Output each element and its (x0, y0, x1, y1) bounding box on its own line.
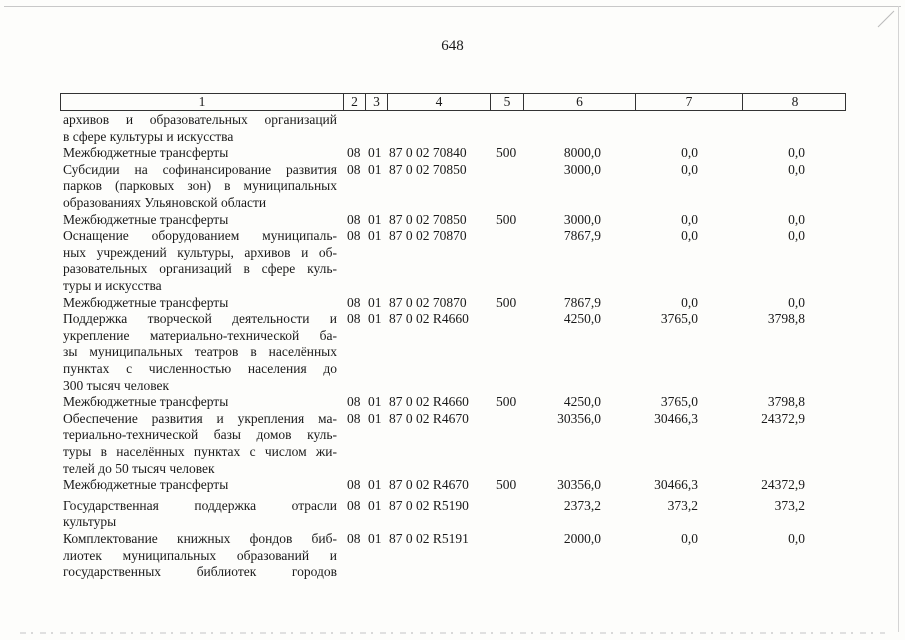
amount-year1-cell: 8000,0 (563, 145, 601, 161)
section-cell: 08 (347, 211, 361, 227)
description-line: архивов и образовательных организаций (63, 112, 337, 127)
header-col-7: 7 (635, 94, 742, 110)
amount-year2-cell: 0,0 (681, 228, 698, 244)
target-article-cell: 87 0 02 R4660 (389, 311, 469, 327)
amount-year2-cell: 0,0 (681, 145, 698, 161)
description-line: государственных библиотек городов (63, 564, 337, 580)
description-line: туры и искусства (63, 277, 162, 293)
row-description (63, 394, 337, 411)
description-line: териально-технической базы домов куль- (63, 427, 337, 443)
target-article-cell: 87 0 02 70840 (389, 145, 467, 161)
amount-year3-cell: 373,2 (774, 497, 805, 513)
target-article-cell: 87 0 02 R5190 (389, 497, 469, 513)
subsection-cell: 01 (368, 161, 382, 177)
row-description (63, 212, 337, 229)
amount-year3-cell: 0,0 (788, 145, 805, 161)
subsection-cell: 01 (368, 228, 382, 244)
description-line: Государственная поддержка отрасли (63, 497, 337, 513)
section-cell: 08 (347, 228, 361, 244)
row-description (63, 498, 337, 531)
description-line: телей до 50 тысяч человек (63, 460, 215, 476)
header-col-5: 5 (490, 94, 523, 110)
row-description (63, 477, 337, 494)
subsection-cell: 01 (368, 145, 382, 161)
amount-year2-cell: 0,0 (681, 531, 698, 546)
header-col-4: 4 (387, 94, 490, 110)
section-cell: 08 (347, 394, 361, 410)
target-article-cell: 87 0 02 70850 (389, 161, 467, 177)
header-col-8: 8 (742, 94, 847, 110)
description-line: укрепление материально-технической ба- (63, 327, 337, 343)
subsection-cell: 01 (368, 477, 382, 493)
amount-year3-cell: 3798,8 (767, 311, 805, 327)
target-article-cell: 87 0 02 70850 (389, 211, 467, 227)
description-line: зы муниципальных театров в населённых (63, 344, 337, 360)
description-line: Межбюджетные трансферты (63, 294, 229, 310)
amount-year3-cell: 24372,9 (761, 410, 805, 426)
section-cell: 08 (347, 311, 361, 327)
section-cell: 08 (347, 410, 361, 426)
subsection-cell: 01 (368, 294, 382, 310)
row-description (63, 228, 337, 294)
amount-year2-cell: 373,2 (667, 497, 698, 513)
row-description (63, 295, 337, 312)
header-col-6: 6 (523, 94, 635, 110)
description-line: ных учреждений культуры, архивов и об- (63, 244, 337, 260)
description-line: Межбюджетные трансферты (63, 211, 229, 227)
description-line: культуры (63, 514, 117, 530)
section-cell: 08 (347, 161, 361, 177)
description-line: туры в населённых пунктах с числом жи- (63, 443, 337, 459)
amount-year1-cell: 30356,0 (557, 410, 601, 426)
row-description (63, 145, 337, 162)
description-line: в сфере культуры и искусства (63, 128, 234, 144)
row-description (63, 162, 337, 212)
expense-type-cell: 500 (496, 394, 517, 410)
amount-year2-cell: 0,0 (681, 294, 698, 310)
amount-year3-cell: 0,0 (788, 531, 805, 546)
description-line: Межбюджетные трансферты (63, 477, 229, 493)
description-line: разовательных организаций в сфере куль- (63, 261, 337, 277)
target-article-cell: 87 0 02 R4670 (389, 410, 469, 426)
header-col-2: 2 (343, 94, 365, 110)
amount-year3-cell: 0,0 (788, 161, 805, 177)
amount-year1-cell: 30356,0 (557, 477, 601, 493)
description-line: лиотек муниципальных образований и (63, 547, 337, 563)
page-number: 648 (441, 38, 464, 54)
amount-year1-cell: 4250,0 (563, 394, 601, 410)
expense-type-cell: 500 (496, 211, 517, 227)
amount-year2-cell: 0,0 (681, 211, 698, 227)
row-description (63, 531, 337, 581)
amount-year3-cell: 0,0 (788, 294, 805, 310)
description-line: Обеспечение развития и укрепления ма- (63, 410, 337, 426)
description-line: Межбюджетные трансферты (63, 394, 229, 410)
subsection-cell: 01 (368, 531, 382, 546)
subsection-cell: 01 (368, 211, 382, 227)
amount-year1-cell: 2000,0 (563, 531, 601, 546)
subsection-cell: 01 (368, 497, 382, 513)
row-description (63, 311, 337, 394)
target-article-cell: 87 0 02 70870 (389, 294, 467, 310)
subsection-cell: 01 (368, 410, 382, 426)
expense-type-cell: 500 (496, 294, 517, 310)
description-line: Оснащение оборудованием муниципаль- (63, 228, 337, 244)
row-description (63, 112, 337, 145)
description-line: пунктах с численностью населения до (63, 360, 337, 376)
expense-type-cell: 500 (496, 477, 517, 493)
page-frame-top (4, 6, 901, 7)
amount-year3-cell: 0,0 (788, 211, 805, 227)
section-cell: 08 (347, 145, 361, 161)
target-article-cell: 87 0 02 R5191 (389, 531, 469, 546)
target-article-cell: 87 0 02 R4660 (389, 394, 469, 410)
description-line: Поддержка творческой деятельности и (63, 311, 337, 327)
amount-year3-cell: 3798,8 (767, 394, 805, 410)
header-col-3: 3 (365, 94, 387, 110)
expense-type-cell: 500 (496, 145, 517, 161)
row-description (63, 411, 337, 477)
target-article-cell: 87 0 02 R4670 (389, 477, 469, 493)
amount-year2-cell: 0,0 (681, 161, 698, 177)
header-col-1: 1 (198, 94, 206, 109)
section-cell: 08 (347, 531, 361, 546)
description-line: 300 тысяч человек (63, 377, 170, 393)
section-cell: 08 (347, 294, 361, 310)
table-header (60, 93, 846, 111)
amount-year2-cell: 3765,0 (660, 394, 698, 410)
amount-year1-cell: 3000,0 (563, 161, 601, 177)
section-cell: 08 (347, 477, 361, 493)
amount-year3-cell: 24372,9 (761, 477, 805, 493)
description-line: парков (парковых зон) в муниципальных (63, 178, 337, 194)
amount-year1-cell: 4250,0 (563, 311, 601, 327)
subsection-cell: 01 (368, 311, 382, 327)
target-article-cell: 87 0 02 70870 (389, 228, 467, 244)
description-line: образованиях Ульяновской области (63, 194, 267, 210)
amount-year1-cell: 7867,9 (563, 228, 601, 244)
amount-year3-cell: 0,0 (788, 228, 805, 244)
fold-corner-icon (877, 10, 895, 28)
amount-year1-cell: 2373,2 (563, 497, 601, 513)
amount-year2-cell: 30466,3 (654, 410, 698, 426)
scan-noise (20, 632, 885, 634)
description-line: Субсидии на софинансирование развития (63, 161, 337, 177)
amount-year1-cell: 7867,9 (563, 294, 601, 310)
description-line: Межбюджетные трансферты (63, 145, 229, 161)
subsection-cell: 01 (368, 394, 382, 410)
amount-year1-cell: 3000,0 (563, 211, 601, 227)
description-line: Комплектование книжных фондов биб- (63, 531, 337, 546)
amount-year2-cell: 3765,0 (660, 311, 698, 327)
section-cell: 08 (347, 497, 361, 513)
page-frame-right (898, 6, 899, 632)
amount-year2-cell: 30466,3 (654, 477, 698, 493)
